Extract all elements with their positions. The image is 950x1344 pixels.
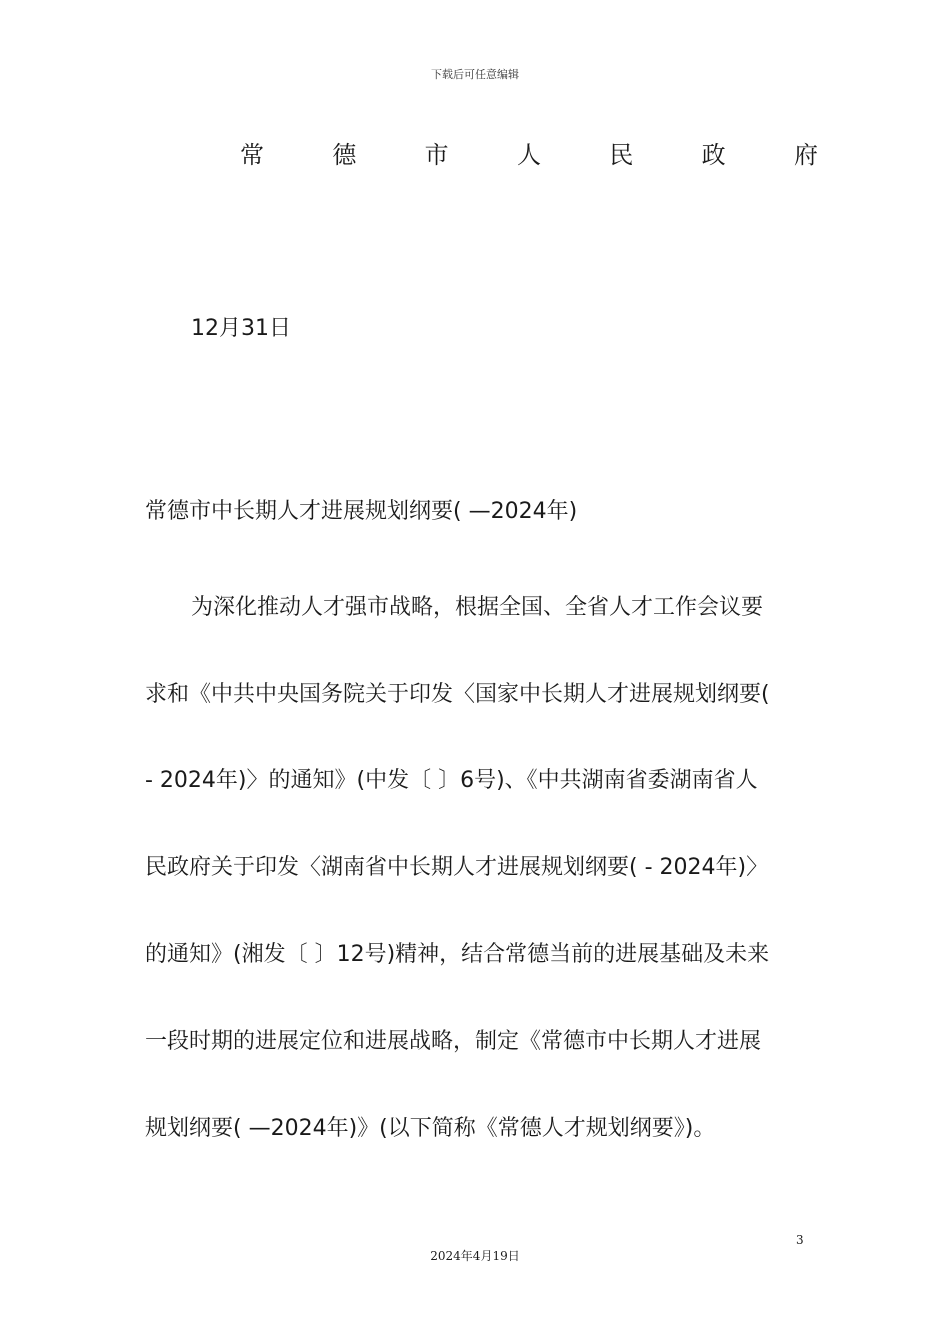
letterhead-char: 政 — [701, 141, 726, 169]
paragraph-line: 规划纲要( —2024年)》(以下简称《常德人才规划纲要》)。 — [145, 1116, 716, 1141]
paragraph-line: 一段时期的进展定位和进展战略，制定《常德市中长期人才进展 — [145, 1029, 762, 1054]
letterhead-char: 人 — [516, 141, 541, 169]
paragraph-line: 民政府关于印发〈湖南省中长期人才进展规划纲要( - 2024年)〉 — [145, 855, 769, 880]
paragraph-line: 为深化推动人才强市战略，根据全国、全省人才工作会议要 — [191, 595, 764, 620]
document-title: 常德市中长期人才进展规划纲要( —2024年) — [145, 499, 578, 524]
letterhead-char: 府 — [793, 141, 818, 169]
letterhead-char: 市 — [424, 141, 449, 169]
footer-date: 2024年4月19日 — [430, 1249, 520, 1263]
paragraph-line: 求和《中共中央国务院关于印发〈国家中长期人才进展规划纲要( — [145, 682, 770, 707]
letterhead-char: 德 — [332, 141, 357, 169]
letterhead-char: 民 — [609, 141, 634, 169]
letterhead-char: 常 — [240, 141, 264, 169]
paragraph-line: 的通知》(湘发〔 〕12号)精神，结合常德当前的进展基础及未来 — [145, 942, 770, 967]
header-note: 下载后可任意编辑 — [431, 68, 519, 81]
page-number: 3 — [796, 1233, 804, 1247]
document-date: 12月31日 — [191, 316, 291, 341]
paragraph-line: - 2024年)〉的通知》(中发〔 〕6号)、《中共湖南省委湖南省人 — [145, 768, 758, 793]
letterhead-org-name — [238, 135, 820, 170]
